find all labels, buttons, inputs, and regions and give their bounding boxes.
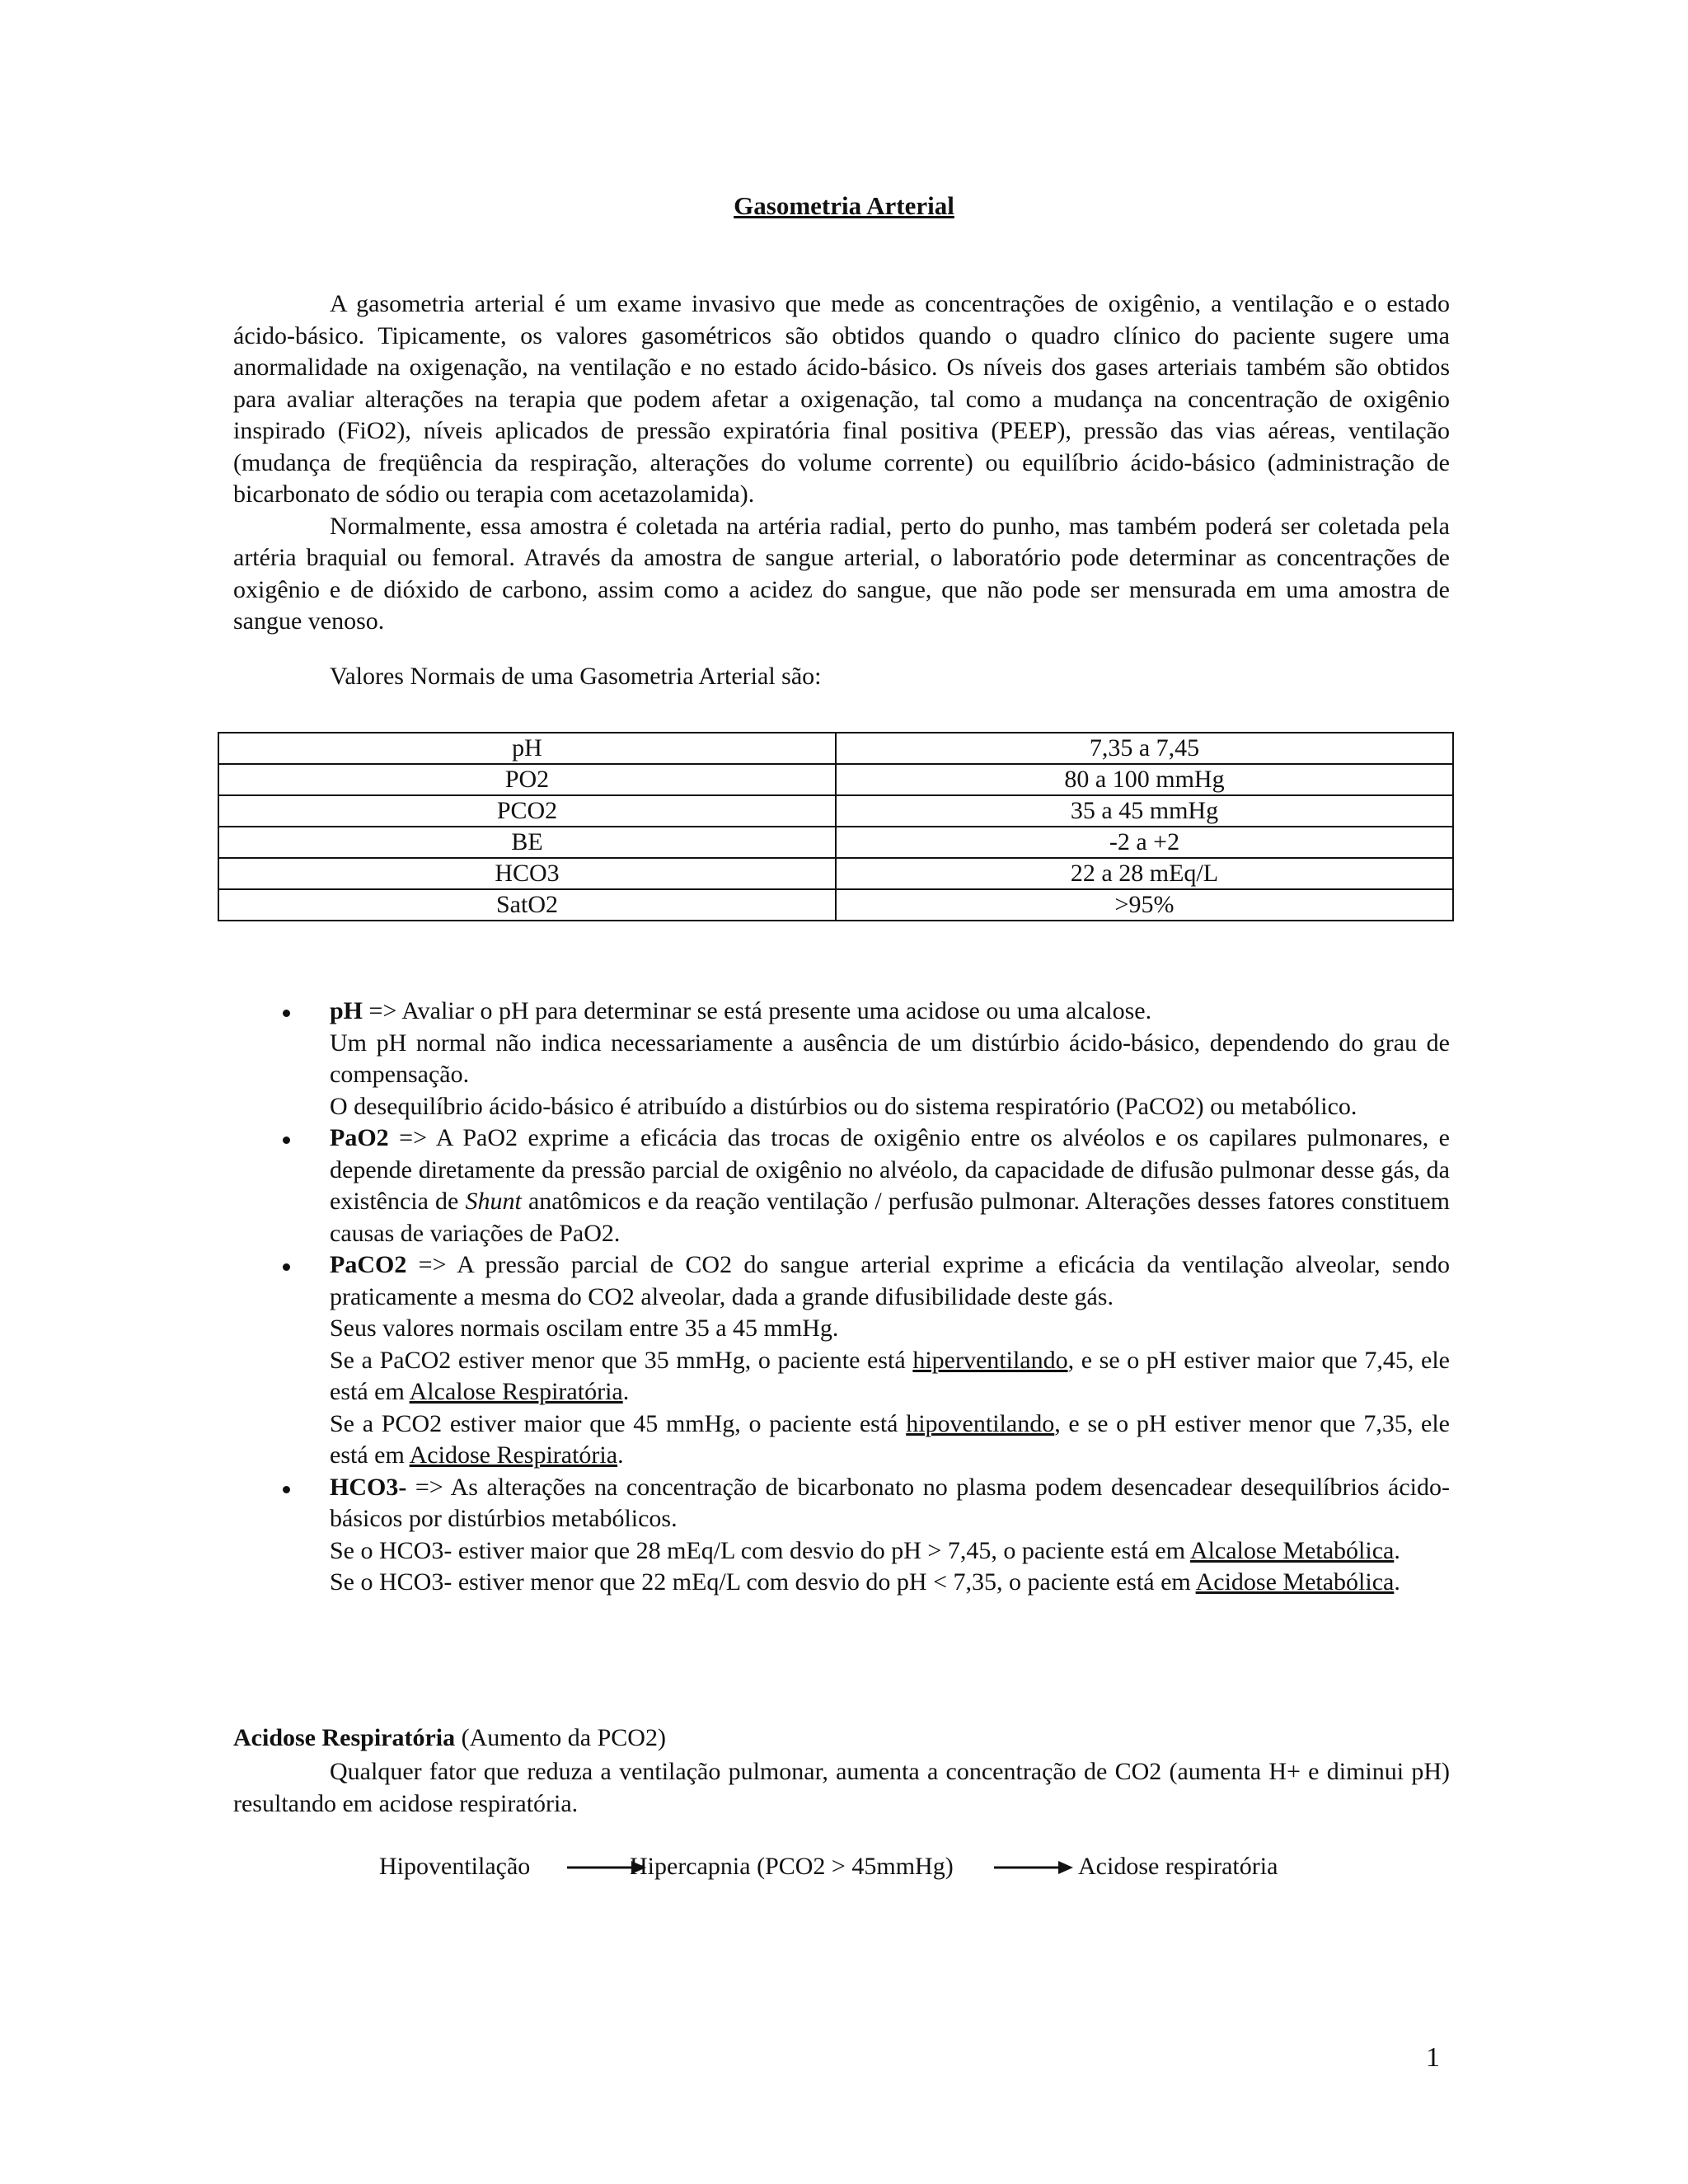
bullet-text: Avaliar o pH para determinar se está presente uma acidose ou uma alcalose. [401, 997, 1152, 1024]
list-item-paco2 [233, 1249, 1450, 1472]
bullet-term: HCO3- [330, 1473, 407, 1501]
table-cell-param: SatO2 [218, 889, 836, 921]
bullet-text: Se o HCO3- estiver maior que 28 mEq/L com desvio do pH > 7,45, o paciente está em [330, 1536, 1190, 1564]
table-row [218, 889, 1453, 921]
bullet-text: Se o HCO3- estiver menor que 22 mEq/L com desvio do pH < 7,35, o paciente está em [330, 1568, 1196, 1596]
bullet-text: . [1394, 1536, 1400, 1564]
table-cell-value: 7,35 a 7,45 [836, 733, 1453, 764]
table-row [218, 764, 1453, 795]
table-row [218, 733, 1453, 764]
flow-diagram [379, 1853, 1451, 1886]
bullet-text: Se a PaCO2 estiver menor que 35 mmHg, o paciente está [330, 1346, 913, 1374]
bullet-line [330, 996, 1450, 1028]
intro-paragraph-1: A gasometria arterial é um exame invasivo que mede as concentrações de oxigênio, a ventilação e o estado ácido-básico. Tipicamente, os valores gasométricos são obtidos quando o quadro clínico do paciente sugere uma anormalidade na oxigenação, na ventilação e no estado ácido-básico. Os níveis dos gases arteriais também são obtidos para avaliar alterações na terapia que podem afetar a oxigenação, tal como a mudança na concentração de oxigênio inspirado (FiO2), níveis aplicados de pressão expiratória final positiva (PEEP), pressão das vias aéreas, ventilação (mudança de freqüência da respiração, alterações do volume corrente) ou equilíbrio ácido-básico (administração de bicarbonato de sódio ou terapia com acetazolamida). [233, 290, 1450, 508]
bullet-text: . [617, 1441, 624, 1469]
bullet-text: , e se o pH estiver menor que 7,35, ele está em [330, 1409, 1451, 1469]
bullet-line [330, 1535, 1450, 1568]
table-cell-value: 35 a 45 mmHg [836, 795, 1453, 827]
table-cell-param: HCO3 [218, 858, 836, 889]
bullet-arrow: => [388, 1124, 436, 1151]
list-item-hco3 [233, 1472, 1450, 1599]
bullet-text: anatômicos e da reação ventilação / perfusão pulmonar. Alterações desses fatores constituem causas de variações de PaO2. [330, 1188, 1450, 1247]
table-cell-param: BE [218, 827, 836, 858]
bullet-term: PaCO2 [330, 1251, 407, 1278]
table-cell-value: -2 a +2 [836, 827, 1453, 858]
table-cell-value: >95% [836, 889, 1453, 921]
bullet-text: O desequilíbrio ácido-básico é atribuído a distúrbios ou do sistema respiratório (PaCO2) ou metabólico. [330, 1092, 1357, 1120]
table-row [218, 858, 1453, 889]
table-cell-param: PO2 [218, 764, 836, 795]
bullet-icon [283, 1486, 290, 1493]
bullet-text: Seus valores normais oscilam entre 35 a 45 mmHg. [330, 1315, 839, 1342]
bullet-text: A pressão parcial de CO2 do sangue arterial exprime a eficácia da ventilação alveolar, sendo praticamente a mesma do CO2 alveolar, dada a grande difusibilidade deste gás. [330, 1251, 1450, 1310]
bullet-line [330, 1345, 1450, 1408]
section-heading [233, 1724, 666, 1752]
table-caption: Valores Normais de uma Gasometria Arterial são: [330, 663, 822, 690]
bullet-text: As alterações na concentração de bicarbonato no plasma podem desencadear desequilíbrios ácido-básicos por distúrbios metabólicos. [330, 1473, 1450, 1532]
section-heading-bold: Acidose Respiratória [233, 1724, 456, 1751]
bullet-arrow: => [406, 1473, 451, 1501]
section-heading-rest: (Aumento da PCO2) [455, 1724, 666, 1751]
bullet-line [330, 1567, 1450, 1599]
table-row [218, 795, 1453, 827]
underlined-term: Alcalose Metabólica [1189, 1536, 1395, 1564]
bullet-line [330, 1472, 1450, 1535]
bullet-text: Um pH normal não indica necessariamente a ausência de um distúrbio ácido-básico, dependendo do grau de compensação. [330, 1029, 1450, 1088]
table-cell-value: 80 a 100 mmHg [836, 764, 1453, 795]
parameter-list [233, 996, 1450, 1599]
underlined-term: Acidose Respiratória [409, 1441, 618, 1469]
bullet-line [330, 1249, 1450, 1313]
normal-values-table [218, 732, 1454, 921]
bullet-term: PaO2 [330, 1124, 389, 1151]
bullet-text: . [1394, 1568, 1400, 1596]
bullet-arrow: => [406, 1251, 457, 1278]
underlined-term: hipoventilando [906, 1409, 1055, 1437]
bullet-italic: Shunt [465, 1188, 522, 1215]
page-number: 1 [1426, 2042, 1440, 2073]
underlined-term: hiperventilando [912, 1346, 1068, 1374]
table-cell-value: 22 a 28 mEq/L [836, 858, 1453, 889]
flow-step: Acidose respiratória [1078, 1853, 1278, 1880]
bullet-icon [283, 1137, 290, 1144]
intro-section [233, 288, 1450, 638]
page-title: Gasometria Arterial [734, 191, 954, 220]
intro-paragraph-2: Normalmente, essa amostra é coletada na artéria radial, perto do punho, mas também poderá ser coletada pela artéria braquial ou femoral. Através da amostra de sangue arterial, o laboratório pode determinar as concentrações de oxigênio e de dióxido de carbono, assim como a acidez do sangue, que não pode ser mensurada em uma amostra de sangue venoso. [233, 512, 1450, 635]
bullet-text: Se a PCO2 estiver maior que 45 mmHg, o paciente está [330, 1409, 907, 1437]
flow-step: Hipoventilação [379, 1853, 531, 1880]
underlined-term: Alcalose Respiratória [409, 1378, 623, 1405]
underlined-term: Acidose Metabólica [1195, 1568, 1395, 1596]
bullet-text: . [622, 1378, 630, 1405]
bullet-text: , e se o pH estiver maior que 7,45, ele está em [330, 1346, 1450, 1405]
list-item-ph [233, 996, 1450, 1122]
flow-step: Hipercapnia (PCO2 > 45mmHg) [630, 1853, 954, 1880]
table-cell-param: PCO2 [218, 795, 836, 827]
arrow-right-icon [994, 1858, 1073, 1877]
bullet-arrow: => [363, 997, 402, 1024]
acidose-section [233, 1756, 1450, 1820]
bullet-term: pH [330, 997, 363, 1024]
bullet-icon [283, 1263, 290, 1271]
bullet-line [330, 1408, 1450, 1472]
acidose-paragraph: Qualquer fator que reduza a ventilação pulmonar, aumenta a concentração de CO2 (aumenta H+ e diminui pH) resultando em acidose respiratória. [233, 1758, 1450, 1817]
table-cell-param: pH [218, 733, 836, 764]
bullet-text: A PaO2 exprime a eficácia das trocas de oxigênio entre os alvéolos e os capilares pulmonares, e depende diretamente da pressão parcial de oxigênio no alvéolo, da capacidade de difusão pulmonar desse gás, da existência de [330, 1124, 1450, 1215]
bullet-line [330, 1122, 1450, 1249]
list-item-pao2 [233, 1122, 1450, 1249]
table-row [218, 827, 1453, 858]
bullet-icon [283, 1010, 290, 1017]
